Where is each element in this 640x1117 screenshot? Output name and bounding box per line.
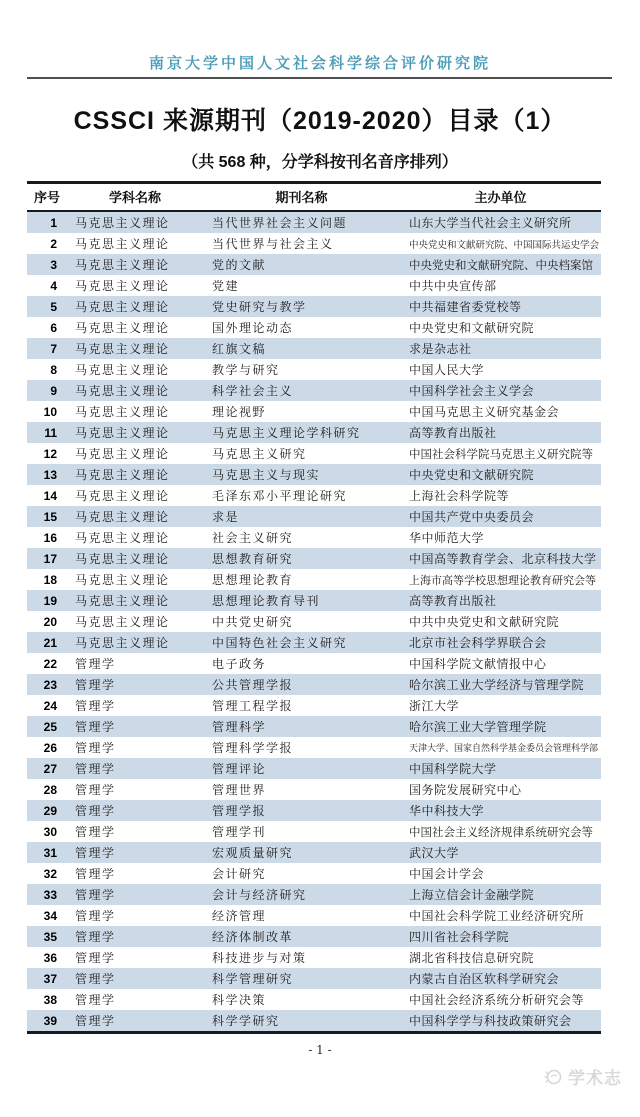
cell-serial: 34 <box>43 908 57 923</box>
cell-host: 中央党史和文献研究院、中央档案馆 <box>409 257 593 272</box>
table-row <box>27 359 601 380</box>
cell-journal: 科学管理研究 <box>212 972 294 986</box>
cell-subject: 管理学 <box>75 909 116 923</box>
cell-host: 华中师范大学 <box>409 531 485 545</box>
cell-host: 天津大学、国家自然科学基金委员会管理科学部 <box>409 744 599 754</box>
cell-journal: 思想教育研究 <box>212 552 294 566</box>
cell-serial: 16 <box>43 530 57 545</box>
cell-host: 中央党史和文献研究院 <box>409 321 535 335</box>
cell-subject: 马克思主义理论 <box>75 636 170 650</box>
cell-serial: 9 <box>50 383 57 398</box>
cell-journal: 社会主义研究 <box>212 531 294 545</box>
table-row <box>27 905 601 926</box>
cell-journal: 当代世界与社会主义 <box>212 237 334 251</box>
cell-journal: 经济管理 <box>212 909 267 923</box>
table-row <box>27 884 601 905</box>
cell-journal: 求是 <box>212 510 240 524</box>
table-row <box>27 506 601 527</box>
cell-serial: 5 <box>50 299 57 314</box>
cell-serial: 35 <box>43 929 57 944</box>
cell-serial: 37 <box>43 971 57 986</box>
table-row <box>27 254 601 275</box>
cell-journal: 党建 <box>212 279 240 293</box>
table-row <box>27 527 601 548</box>
cell-journal: 会计与经济研究 <box>212 888 307 902</box>
cell-subject: 管理学 <box>75 720 116 734</box>
cell-subject: 管理学 <box>75 972 116 986</box>
cell-host: 中国社会科学院工业经济研究所 <box>409 909 585 923</box>
cell-journal: 思想理论教育导刊 <box>212 594 321 608</box>
cell-journal: 管理科学学报 <box>212 741 294 755</box>
cell-serial: 38 <box>43 992 57 1007</box>
cell-subject: 管理学 <box>75 741 116 755</box>
cell-host: 四川省社会科学院 <box>409 930 510 944</box>
institution-header: 南京大学中国人文社会科学综合评价研究院 <box>148 54 491 72</box>
table-row <box>27 569 601 590</box>
cell-journal: 红旗文稿 <box>212 342 267 356</box>
cell-serial: 25 <box>43 719 57 734</box>
cell-host: 山东大学当代社会主义研究所 <box>409 216 572 230</box>
header-cell-subject: 学科名称 <box>108 190 161 205</box>
cell-subject: 管理学 <box>75 993 116 1007</box>
cell-journal: 教学与研究 <box>212 363 280 377</box>
cell-journal: 中国特色社会主义研究 <box>212 636 348 650</box>
cell-serial: 31 <box>43 845 57 860</box>
table-row <box>27 674 601 695</box>
table-row <box>27 422 601 443</box>
cell-host: 中央党史和文献研究院、中国国际共运史学会 <box>409 239 600 251</box>
cell-host: 内蒙古自治区软科学研究会 <box>409 972 560 986</box>
page-subtitle: （共 568 种，分学科按刊名音序排列） <box>182 154 458 171</box>
table-row <box>27 1010 601 1033</box>
cell-serial: 12 <box>43 446 57 461</box>
table-row <box>27 842 601 863</box>
cell-host: 上海市高等学校思想理论教育研究会等 <box>409 573 596 587</box>
cell-serial: 24 <box>43 698 57 713</box>
cell-host: 中国会计学会 <box>409 867 485 881</box>
table-row <box>27 464 601 485</box>
cell-subject: 马克思主义理论 <box>75 342 170 356</box>
page-title: CSSCI 来源期刊（2019-2020）目录（1） <box>73 107 567 135</box>
cell-subject: 管理学 <box>75 825 116 839</box>
cell-host: 中国社会主义经济规律系统研究会等 <box>409 824 593 839</box>
table-row <box>27 632 601 653</box>
cell-host: 湖北省科技信息研究院 <box>409 951 535 965</box>
cell-serial: 27 <box>43 761 57 776</box>
cell-subject: 马克思主义理论 <box>75 405 170 419</box>
table-row <box>27 653 601 674</box>
cell-host: 北京市社会科学界联合会 <box>409 636 547 650</box>
cell-serial: 22 <box>43 656 57 671</box>
cell-serial: 7 <box>50 341 57 356</box>
table-row <box>27 296 601 317</box>
cell-host: 中国社会经济系统分析研究会等 <box>409 993 585 1007</box>
cell-serial: 26 <box>43 740 57 755</box>
cell-serial: 11 <box>44 425 57 440</box>
cell-serial: 13 <box>43 467 57 482</box>
cell-host: 中共中央宣传部 <box>409 279 497 293</box>
cell-host: 武汉大学 <box>409 846 460 860</box>
table-row <box>27 485 601 506</box>
table-header-row <box>27 183 601 212</box>
cell-serial: 28 <box>43 782 57 797</box>
cell-subject: 马克思主义理论 <box>75 573 170 587</box>
cell-serial: 4 <box>50 278 57 293</box>
cell-subject: 马克思主义理论 <box>75 216 170 230</box>
cell-journal: 党史研究与教学 <box>212 300 307 314</box>
cell-host: 高等教育出版社 <box>409 426 497 440</box>
cell-journal: 管理世界 <box>212 783 267 797</box>
cell-host: 中国人民大学 <box>409 363 485 377</box>
cell-journal: 马克思主义理论学科研究 <box>212 426 361 440</box>
cell-host: 中国共产党中央委员会 <box>409 510 535 524</box>
cell-subject: 管理学 <box>75 699 116 713</box>
cell-subject: 管理学 <box>75 846 116 860</box>
cell-subject: 马克思主义理论 <box>75 594 170 608</box>
table-row <box>27 590 601 611</box>
cell-host: 浙江大学 <box>409 699 460 713</box>
cell-subject: 马克思主义理论 <box>75 489 170 503</box>
cell-host: 上海社会科学院等 <box>409 489 510 503</box>
table-row <box>27 380 601 401</box>
cell-journal: 公共管理学报 <box>212 678 294 692</box>
cell-subject: 马克思主义理论 <box>75 531 170 545</box>
cell-journal: 党的文献 <box>212 258 267 272</box>
table-row <box>27 548 601 569</box>
cell-host: 中国科学院文献情报中心 <box>409 657 547 671</box>
cell-serial: 32 <box>43 866 57 881</box>
cell-subject: 马克思主义理论 <box>75 447 170 461</box>
table-row <box>27 737 601 758</box>
cell-serial: 23 <box>43 677 57 692</box>
watermark-label: 学术志 <box>568 1069 622 1088</box>
table-row <box>27 317 601 338</box>
table-row <box>27 863 601 884</box>
cell-host: 中国高等教育学会、北京科技大学 <box>409 552 597 566</box>
cell-subject: 管理学 <box>75 762 116 776</box>
cell-subject: 马克思主义理论 <box>75 552 170 566</box>
table-row <box>27 233 601 254</box>
cell-host: 高等教育出版社 <box>409 594 497 608</box>
header-cell-journal: 期刊名称 <box>275 190 328 205</box>
cell-journal: 马克思主义与现实 <box>212 468 321 482</box>
header-cell-host: 主办单位 <box>474 190 527 205</box>
cell-subject: 管理学 <box>75 678 116 692</box>
cell-serial: 3 <box>50 257 57 272</box>
cell-journal: 理论视野 <box>212 405 267 419</box>
cell-host: 求是杂志社 <box>409 342 472 356</box>
cell-journal: 科学决策 <box>212 993 267 1007</box>
cell-subject: 管理学 <box>75 888 116 902</box>
table-row <box>27 947 601 968</box>
cell-host: 哈尔滨工业大学经济与管理学院 <box>409 678 585 692</box>
cell-journal: 科学社会主义 <box>212 384 294 398</box>
cell-host: 中国科学学与科技政策研究会 <box>409 1014 572 1028</box>
cell-host: 中共福建省委党校等 <box>409 300 522 314</box>
cell-journal: 科学学研究 <box>212 1014 280 1028</box>
table-row <box>27 338 601 359</box>
cell-subject: 马克思主义理论 <box>75 279 170 293</box>
cell-journal: 管理学报 <box>212 804 267 818</box>
cell-host: 华中科技大学 <box>409 804 485 818</box>
cell-serial: 14 <box>43 488 57 503</box>
table-row <box>27 716 601 737</box>
cell-subject: 管理学 <box>75 930 116 944</box>
table-row <box>27 800 601 821</box>
cell-journal: 会计研究 <box>212 867 267 881</box>
cell-serial: 20 <box>43 614 57 629</box>
cell-serial: 21 <box>43 635 57 650</box>
cell-subject: 马克思主义理论 <box>75 321 170 335</box>
cell-subject: 马克思主义理论 <box>75 426 170 440</box>
cell-host: 国务院发展研究中心 <box>409 783 522 797</box>
cell-subject: 马克思主义理论 <box>75 468 170 482</box>
table-row <box>27 211 601 233</box>
cell-host: 中国科学社会主义学会 <box>409 384 535 398</box>
cell-serial: 29 <box>43 803 57 818</box>
cell-host: 中国社会科学院马克思主义研究院等 <box>409 446 593 461</box>
cell-subject: 马克思主义理论 <box>75 237 170 251</box>
megaphone-icon <box>543 1067 563 1087</box>
table-row <box>27 968 601 989</box>
cell-subject: 管理学 <box>75 783 116 797</box>
cell-journal: 管理评论 <box>212 762 267 776</box>
cell-host: 上海立信会计金融学院 <box>409 888 535 902</box>
cell-journal: 管理学刊 <box>212 825 267 839</box>
cell-subject: 管理学 <box>75 657 116 671</box>
header-divider <box>27 77 612 79</box>
cell-journal: 管理工程学报 <box>212 699 294 713</box>
table-row <box>27 275 601 296</box>
cell-subject: 管理学 <box>75 1014 116 1028</box>
cell-journal: 宏观质量研究 <box>212 846 294 860</box>
watermark <box>543 1064 622 1089</box>
table-row <box>27 401 601 422</box>
cell-journal: 管理科学 <box>212 720 267 734</box>
cell-subject: 马克思主义理论 <box>75 363 170 377</box>
cell-serial: 10 <box>43 404 57 419</box>
cell-journal: 马克思主义研究 <box>212 447 307 461</box>
cell-subject: 管理学 <box>75 804 116 818</box>
cell-serial: 33 <box>43 887 57 902</box>
cell-journal: 科技进步与对策 <box>212 951 307 965</box>
cell-serial: 15 <box>43 509 57 524</box>
cell-serial: 39 <box>43 1013 57 1028</box>
cell-serial: 1 <box>50 215 57 230</box>
page-number: - 1 - <box>308 1043 332 1057</box>
cell-journal: 电子政务 <box>212 657 267 671</box>
cell-journal: 当代世界社会主义问题 <box>212 216 348 230</box>
cell-subject: 马克思主义理论 <box>75 510 170 524</box>
cell-journal: 毛泽东邓小平理论研究 <box>212 489 348 503</box>
cell-subject: 管理学 <box>75 867 116 881</box>
cell-host: 哈尔滨工业大学管理学院 <box>409 720 547 734</box>
table-row <box>27 821 601 842</box>
table-row <box>27 695 601 716</box>
cell-serial: 17 <box>43 551 57 566</box>
cell-host: 中国马克思主义研究基金会 <box>409 405 560 419</box>
table-row <box>27 989 601 1010</box>
cell-host: 中央党史和文献研究院 <box>409 468 535 482</box>
cell-serial: 36 <box>43 950 57 965</box>
cell-journal: 经济体制改革 <box>212 930 294 944</box>
cell-subject: 管理学 <box>75 951 116 965</box>
cell-journal: 中共党史研究 <box>212 615 294 629</box>
cell-serial: 30 <box>43 824 57 839</box>
cell-serial: 18 <box>43 572 57 587</box>
cell-subject: 马克思主义理论 <box>75 615 170 629</box>
cell-serial: 2 <box>50 236 57 251</box>
cell-host: 中共中央党史和文献研究院 <box>409 615 560 629</box>
table-row <box>27 758 601 779</box>
table-row <box>27 926 601 947</box>
header-cell-serial: 序号 <box>33 190 60 205</box>
table-row <box>27 779 601 800</box>
table-row <box>27 611 601 632</box>
cell-serial: 8 <box>50 362 57 377</box>
cell-serial: 6 <box>50 320 57 335</box>
journal-table <box>27 181 601 1034</box>
cell-serial: 19 <box>43 593 57 608</box>
cell-subject: 马克思主义理论 <box>75 258 170 272</box>
cell-subject: 马克思主义理论 <box>75 384 170 398</box>
cell-host: 中国科学院大学 <box>409 762 497 776</box>
cell-journal: 国外理论动态 <box>212 321 294 335</box>
table-row <box>27 443 601 464</box>
cell-subject: 马克思主义理论 <box>75 300 170 314</box>
cell-journal: 思想理论教育 <box>212 573 294 587</box>
